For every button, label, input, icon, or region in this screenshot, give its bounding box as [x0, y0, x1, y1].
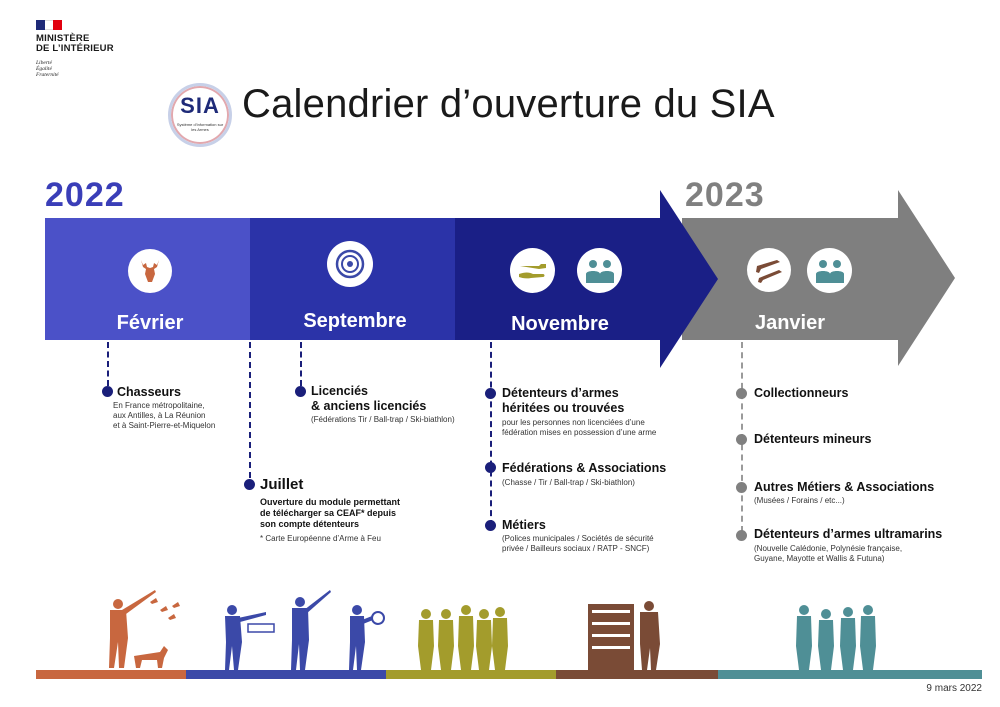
item-licencies-title: [311, 384, 426, 414]
sia-logo-subtitle: Système d'Information sur les Armes: [176, 122, 224, 132]
page-title: Calendrier d’ouverture du SIA: [242, 82, 775, 126]
licencies-title-line: Licenciés: [311, 384, 368, 398]
bullet-autres: [736, 482, 747, 493]
sia-logo-text: SIA: [180, 93, 220, 118]
antique-guns-icon: [747, 248, 791, 292]
chasseurs-desc-line: et à Saint-Pierre-et-Miquelon: [113, 421, 216, 430]
others-group-silhouette: [796, 605, 876, 670]
ministry-line-1: MINISTÈRE: [36, 33, 90, 44]
ministry-line-2: DE L’INTÉRIEUR: [36, 43, 114, 54]
detenteurs-herites-title-line: héritées ou trouvées: [502, 401, 625, 415]
licencies-title-line: & anciens licenciés: [311, 399, 427, 413]
connector-novembre: [490, 342, 492, 526]
item-juillet-title: Juillet: [260, 476, 304, 493]
item-chasseurs-desc: [113, 401, 215, 431]
target-icon: [327, 241, 373, 287]
connector-fevrier: [107, 342, 109, 386]
item-ultramarins-desc: [754, 544, 902, 564]
item-detenteurs-herites-title: [502, 386, 624, 416]
bullet-ultramarins: [736, 530, 747, 541]
document-date: 9 mars 2022: [926, 683, 982, 694]
item-mineurs-title: Détenteurs mineurs: [754, 432, 872, 446]
collector-silhouette: [588, 601, 660, 670]
ground-teal: [718, 670, 982, 679]
month-janvier: Janvier: [754, 312, 826, 334]
hand-weapon-icon: [510, 248, 555, 293]
item-autres-title: Autres Métiers & Associations: [754, 480, 935, 494]
item-metiers-title: Métiers: [502, 518, 546, 532]
item-licencies-desc: (Fédérations Tir / Ball-trap / Ski-biathlon): [311, 415, 455, 424]
chasseurs-desc-line: En France métropolitaine,: [113, 401, 205, 410]
item-collectionneurs-title: Collectionneurs: [754, 386, 849, 400]
motto-line-1: Liberté: [36, 60, 52, 66]
bullet-metiers: [485, 520, 496, 531]
bullet-chasseurs: [102, 386, 113, 397]
item-juillet-note: * Carte Européenne d’Arme à Feu: [260, 534, 381, 543]
item-federations-title: Fédérations & Associations: [502, 461, 667, 475]
motto-line-2: Égalité: [36, 66, 52, 72]
ground-blue: [186, 670, 386, 679]
shooters-silhouette: [225, 590, 384, 670]
connector-juillet: [249, 342, 251, 478]
bullet-federations: [485, 462, 496, 473]
detenteurs-herites-desc-line: pour les personnes non licenciées d’une: [502, 418, 645, 427]
bullet-mineurs: [736, 434, 747, 445]
ground-olive: [386, 670, 556, 679]
month-septembre: Septembre: [303, 310, 407, 332]
bullet-juillet: [244, 479, 255, 490]
month-novembre: Novembre: [511, 313, 609, 335]
item-juillet-desc: [260, 497, 400, 530]
chasseurs-desc-line: aux Antilles, à La Réunion: [113, 411, 206, 420]
hunter-silhouette: [109, 590, 180, 668]
detenteurs-herites-title-line: Détenteurs d’armes: [502, 386, 619, 400]
juillet-desc-line: Ouverture du module permettant: [260, 497, 401, 507]
bullet-licencies: [295, 386, 306, 397]
connector-septembre: [300, 342, 302, 386]
group-icon: [807, 248, 852, 293]
bullet-collectionneurs: [736, 388, 747, 399]
bullet-detenteurs-herites: [485, 388, 496, 399]
motto-line-3: Fraternité: [36, 72, 59, 78]
detenteurs-herites-desc-line: fédération mises en possession d’une arme: [502, 428, 657, 437]
metiers-desc-line: (Polices municipales / Sociétés de sécurité: [502, 534, 654, 543]
year-2022: 2022: [45, 176, 125, 214]
people-group-silhouette: [418, 605, 508, 670]
metiers-desc-line: privée / Bailleurs sociaux / RATP - SNCF): [502, 544, 650, 553]
item-ultramarins-title: Détenteurs d’armes ultramarins: [754, 527, 943, 541]
ultramarins-desc-line: Guyane, Mayotte et Wallis & Futuna): [754, 554, 885, 563]
month-fevrier: Février: [116, 312, 184, 334]
silhouettes-illustration: [0, 580, 1000, 685]
item-autres-desc: (Musées / Forains / etc...): [754, 496, 845, 505]
deer-icon: [128, 249, 172, 293]
ground-brown: [556, 670, 718, 679]
item-chasseurs-title: Chasseurs: [117, 385, 181, 399]
item-federations-desc: (Chasse / Tir / Ball-trap / Ski-biathlon): [502, 478, 635, 487]
item-detenteurs-herites-desc: [502, 418, 656, 438]
group-icon: [577, 248, 622, 293]
ground-orange: [36, 670, 186, 679]
juillet-desc-line: de télécharger sa CEAF* depuis: [260, 508, 397, 518]
juillet-desc-line: son compte détenteurs: [260, 519, 360, 529]
year-2023: 2023: [685, 176, 765, 214]
item-metiers-desc: [502, 534, 654, 554]
ultramarins-desc-line: (Nouvelle Calédonie, Polynésie française,: [754, 544, 903, 553]
